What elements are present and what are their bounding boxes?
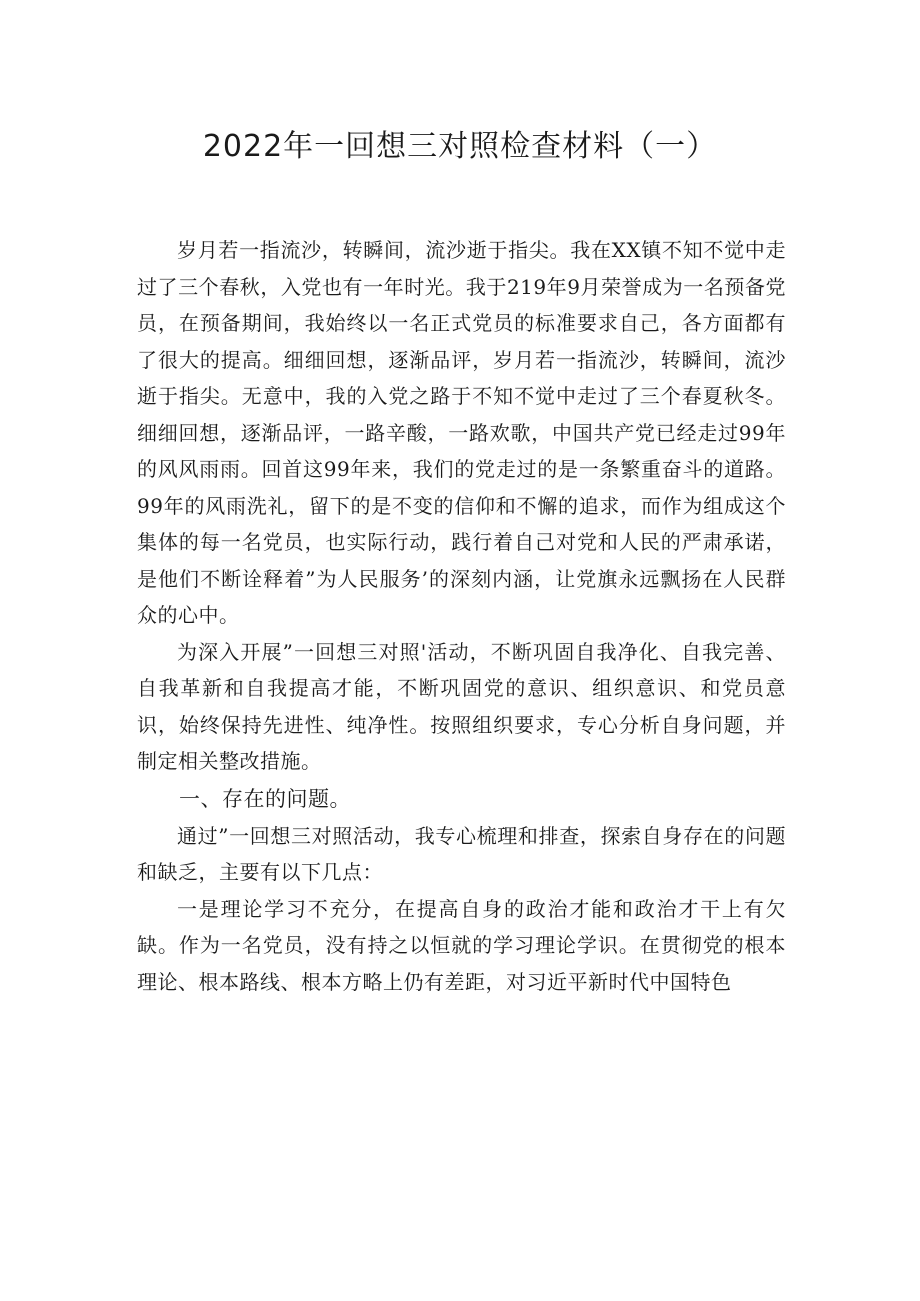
paragraph-intro: 岁月若一指流沙，转瞬间，流沙逝于指尖。我在XX镇不知不觉中走过了三个春秋，入党也有一年时光。我于219年9月荣誉成为一名预备党员，在预备期间，我始终以一名正式党员的标准要求自己，各方面都有了很大的提高。细细回想，逐渐品评，岁月若一指流沙，转瞬间，流沙逝于指尖。无意中，我的入党之路于不知不觉中走过了三个春夏秋冬。细细回想，逐渐品评，一路辛酸，一路欢歌，中国共产党已经走过99年的风风雨雨。回首这99年来，我们的党走过的是一条繁重奋斗的道路。99年的风雨洗礼，留下的是不变的信仰和不懈的追求，而作为组成这个集体的每一名党员，也实际行动，践行着自己对党和人民的严肃承诺，是他们不断诠释着”为人民服务’的深刻内涵，让党旗永远飘扬在人民群众的心中。 xyxy=(137,238,786,627)
paragraph-purpose: 为深入开展”一回想三对照'活动，不断巩固自我净化、自我完善、自我革新和自我提高才能，不断巩固党的意识、组织意识、和党员意识，始终保持先进性、纯净性。按照组织要求，专心分析自身问题，并制定相关整改措施。 xyxy=(137,639,786,773)
document-title: 2022年一回想三对照检查材料（一） xyxy=(202,129,718,164)
paragraph-overview: 通过”一回想三对照活动，我专心梳理和排查，探索自身存在的问题和缺乏，主要有以下几点： xyxy=(137,823,786,884)
paragraph-point-one: 一是理论学习不充分，在提高自身的政治才能和政治才干上有欠缺。作为一名党员，没有持之以恒就的学习理论学识。在贯彻党的根本理论、根本路线、根本方略上仍有差距，对习近平新时代中国特色 xyxy=(137,896,786,994)
document-body xyxy=(137,232,786,1000)
section-heading-problems: 一、存在的问题。 xyxy=(179,786,351,811)
